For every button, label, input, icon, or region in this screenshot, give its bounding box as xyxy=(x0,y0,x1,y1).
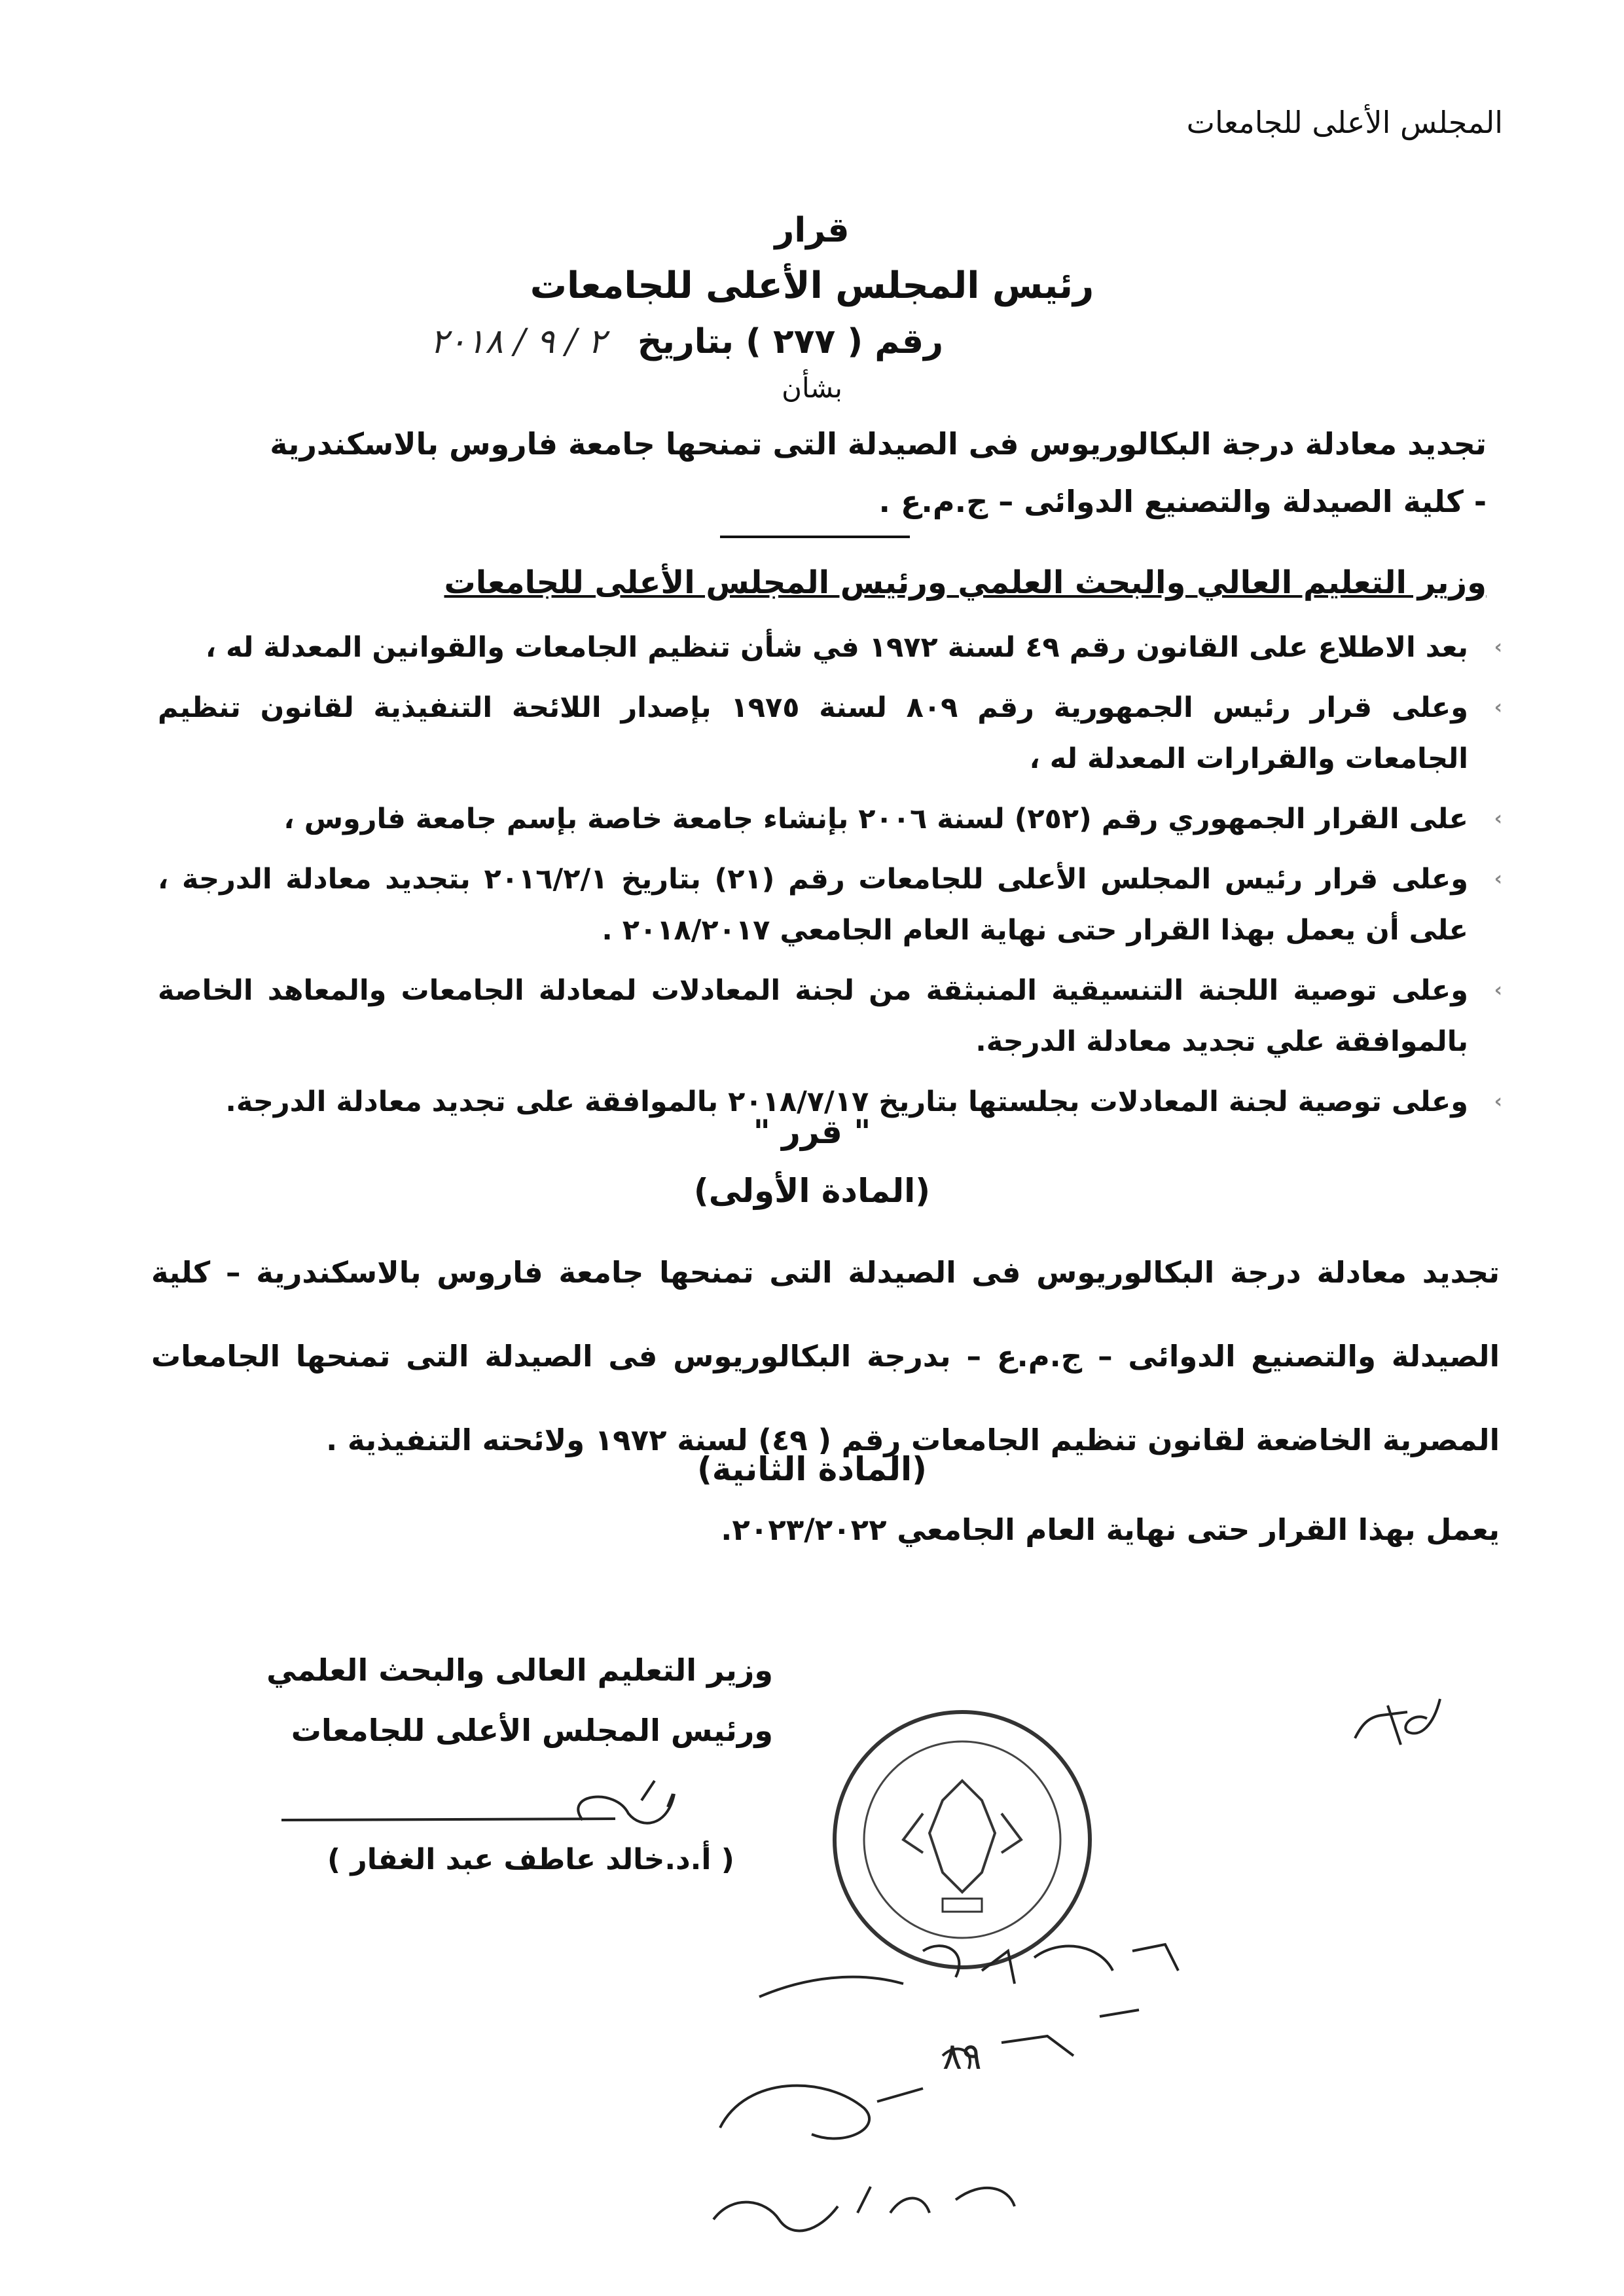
minister-title: وزير التعليم العالي والبحث العلمي ورئيس المجلس الأعلى للجامعات xyxy=(444,564,1487,601)
signatory-line-2: ورئيس المجلس الأعلى للجامعات xyxy=(291,1713,773,1748)
decree-date: ٢ / ٩ / ٢٠١٨ xyxy=(430,322,606,361)
decree-title: قرار xyxy=(774,211,850,250)
decree-issuer: رئيس المجلس الأعلى للجامعات xyxy=(530,264,1094,307)
signatory-name: ( أ.د.خالد عاطف عبد الغفار ) xyxy=(327,1843,734,1876)
council-header: المجلس الأعلى للجامعات xyxy=(1186,105,1503,140)
article-2-title: (المادة الثانية) xyxy=(696,1450,928,1488)
recital-item: › وعلى توصية لجنة المعادلات بجلستها بتاريخ ٢٠١٨/٧/١٧ بالموافقة على تجديد معادلة الدرجة. xyxy=(225,1085,1502,1118)
decree-number-line xyxy=(430,322,943,361)
signature-scribble xyxy=(275,1768,694,1840)
recital-item: › بعد الاطلاع على القانون رقم ٤٩ لسنة ١٩٧٢ في شأن تنظيم الجامعات والقوانين المعدلة له ، xyxy=(205,631,1502,664)
article-2-body: يعمل بهذا القرار حتى نهاية العام الجامعي ٢٠٢٣/٢٠٢٢. xyxy=(721,1512,1500,1547)
decree-number: رقم ( ٢٧٧ ) بتاريخ xyxy=(637,322,943,361)
signatory-line-1: وزير التعليم العالى والبحث العلمي xyxy=(266,1652,773,1688)
recitals-list xyxy=(158,622,1502,1137)
concerning-label: بشأن xyxy=(782,372,842,404)
subject-line-2: - كلية الصيدلة والتصنيع الدوائى – ج.م.ع . xyxy=(878,484,1487,519)
recital-item: › وعلى قرار رئيس المجلس الأعلى للجامعات رقم (٢١) بتاريخ ٢٠١٦/٢/١ بتجديد معادلة الدرجة ، على أن يعمل بهذا القرار حتى نهاية العام الجامعي ٢٠١٨/٢٠١٧ . xyxy=(158,863,1502,947)
signatory-block xyxy=(266,1640,773,1760)
decided-heading: " قرر " xyxy=(753,1113,871,1151)
certified-copy-handwriting xyxy=(707,1912,1296,2252)
recital-item: › وعلى قرار رئيس الجمهورية رقم ٨٠٩ لسنة ١٩٧٥ بإصدار اللائحة التنفيذية لقانون تنظيم الجامعات والقرارات المعدلة له ، xyxy=(158,691,1502,775)
recital-item: › وعلى توصية اللجنة التنسيقية المنبثقة من لجنة المعادلات لمعادلة الجامعات والمعاهد الخاصة بالموافقة علي تجديد معادلة الدرجة. xyxy=(158,974,1502,1058)
decree-subject xyxy=(145,415,1487,530)
recital-item: › على القرار الجمهوري رقم (٢٥٢) لسنة ٢٠٠٦ بإنشاء جامعة خاصة بإسم جامعة فاروس ، xyxy=(283,803,1502,835)
subject-line-1: تجديد معادلة درجة البكالوريوس فى الصيدلة التى تمنحها جامعة فاروس بالاسكندرية xyxy=(270,426,1487,462)
svg-text:٨٩: ٨٩ xyxy=(942,2035,982,2078)
article-1-title: (المادة الأولى) xyxy=(693,1172,931,1210)
article-1-body: تجديد معادلة درجة البكالوريوس فى الصيدلة التى تمنحها جامعة فاروس بالاسكندرية – كلية الصيدلة والتصنيع الدوائى – ج.م.ع – بدرجة البكالوريوس فى الصيدلة التى تمنحها الجامعات المصرية الخاضعة لقانون تنظيم الجامعات رقم ( ٤٩) لسنة ١٩٧٢ ولائحته التنفيذية . xyxy=(151,1255,1500,1457)
initials-scribble xyxy=(1342,1686,1473,1758)
separator-line xyxy=(720,536,910,538)
